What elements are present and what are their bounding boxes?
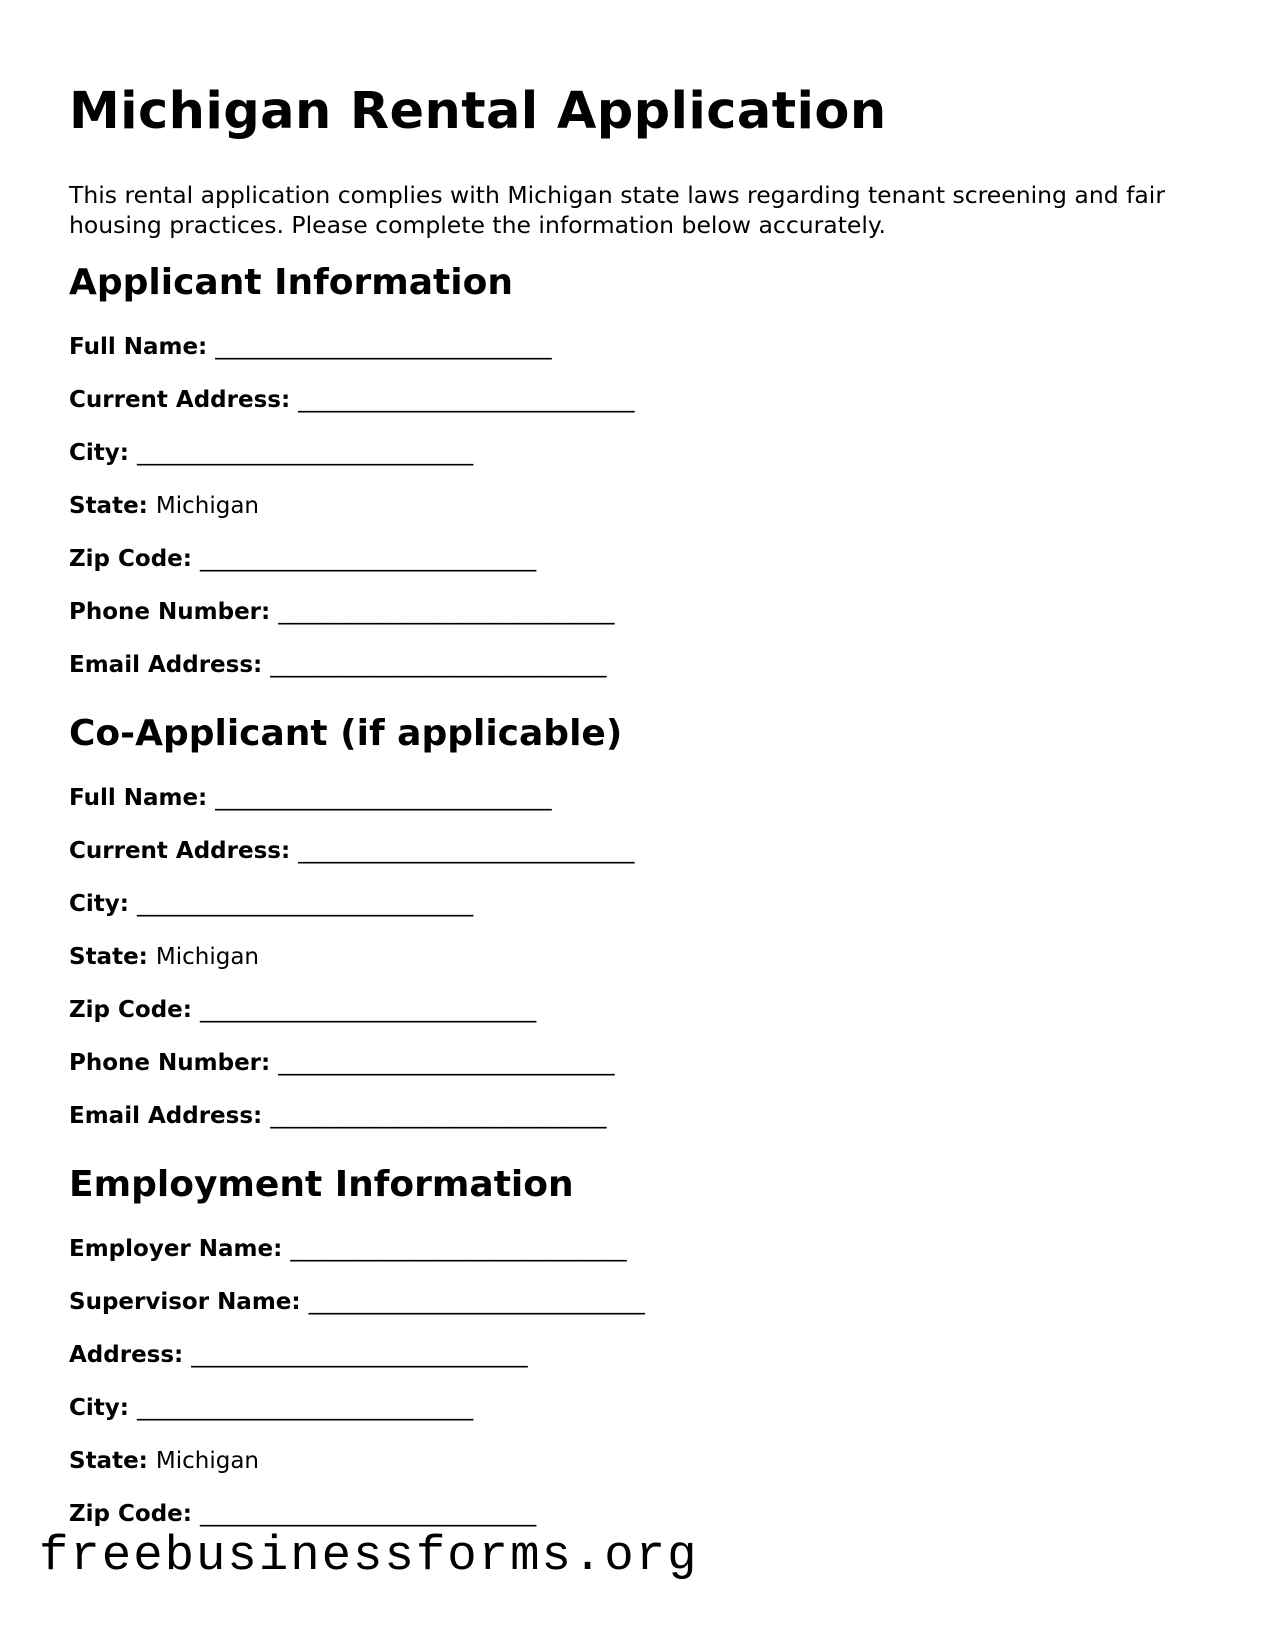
applicant-state-field xyxy=(69,491,259,521)
applicant-current-address-field[interactable] xyxy=(69,385,634,415)
field-label: City: xyxy=(69,1395,137,1421)
fill-in-line[interactable]: ______________________________ xyxy=(270,652,607,678)
state-value: Michigan xyxy=(155,493,260,519)
fill-in-line[interactable]: ______________________________ xyxy=(270,1103,607,1129)
fill-in-line[interactable]: ______________________________ xyxy=(215,334,552,360)
field-label: Current Address: xyxy=(69,387,299,413)
field-label: Zip Code: xyxy=(69,1501,200,1527)
state-value: Michigan xyxy=(155,1448,260,1474)
fill-in-line[interactable]: ______________________________ xyxy=(199,1501,536,1527)
applicant-section-heading: Applicant Information xyxy=(69,262,513,303)
watermark: freebusinessforms.org xyxy=(39,1528,699,1584)
employer-address-field[interactable] xyxy=(69,1340,527,1370)
field-label: City: xyxy=(69,891,137,917)
fill-in-line[interactable]: ______________________________ xyxy=(191,1342,528,1368)
intro-paragraph: This rental application complies with Michigan state laws regarding tenant screening and fair housing practices. Please complete the information below accurately. xyxy=(69,181,1165,239)
employer-name-field[interactable] xyxy=(69,1234,626,1264)
fill-in-line[interactable]: ______________________________ xyxy=(215,785,552,811)
field-label: Employer Name: xyxy=(69,1236,291,1262)
fill-in-line[interactable]: ______________________________ xyxy=(308,1289,645,1315)
field-label: Email Address: xyxy=(69,652,271,678)
co-applicant-zip-code-field[interactable] xyxy=(69,995,536,1025)
field-label: Full Name: xyxy=(69,334,216,360)
field-label: Zip Code: xyxy=(69,546,200,572)
state-value: Michigan xyxy=(155,944,260,970)
fill-in-line[interactable]: ______________________________ xyxy=(298,838,635,864)
applicant-email-address-field[interactable] xyxy=(69,650,606,680)
employer-city-field[interactable] xyxy=(69,1393,473,1423)
fill-in-line[interactable]: ______________________________ xyxy=(278,599,615,625)
co-applicant-full-name-field[interactable] xyxy=(69,783,551,813)
employer-state-field xyxy=(69,1446,259,1476)
applicant-zip-code-field[interactable] xyxy=(69,544,536,574)
co-applicant-email-address-field[interactable] xyxy=(69,1101,606,1131)
co-applicant-city-field[interactable] xyxy=(69,889,473,919)
fill-in-line[interactable]: ______________________________ xyxy=(136,440,473,466)
co-applicant-section-heading: Co-Applicant (if applicable) xyxy=(69,713,623,754)
fill-in-line[interactable]: ______________________________ xyxy=(278,1050,615,1076)
field-label: State: xyxy=(69,944,156,970)
field-label: State: xyxy=(69,1448,156,1474)
field-label: Address: xyxy=(69,1342,192,1368)
fill-in-line[interactable]: ______________________________ xyxy=(136,1395,473,1421)
field-label: Full Name: xyxy=(69,785,216,811)
fill-in-line[interactable]: ______________________________ xyxy=(290,1236,627,1262)
fill-in-line[interactable]: ______________________________ xyxy=(199,546,536,572)
applicant-city-field[interactable] xyxy=(69,438,473,468)
page-title: Michigan Rental Application xyxy=(69,82,887,141)
field-label: Phone Number: xyxy=(69,1050,279,1076)
field-label: Current Address: xyxy=(69,838,299,864)
applicant-full-name-field[interactable] xyxy=(69,332,551,362)
employer-zip-code-field[interactable] xyxy=(69,1499,536,1529)
supervisor-name-field[interactable] xyxy=(69,1287,645,1317)
co-applicant-current-address-field[interactable] xyxy=(69,836,634,866)
co-applicant-phone-number-field[interactable] xyxy=(69,1048,614,1078)
fill-in-line[interactable]: ______________________________ xyxy=(298,387,635,413)
applicant-phone-number-field[interactable] xyxy=(69,597,614,627)
field-label: Zip Code: xyxy=(69,997,200,1023)
field-label: Supervisor Name: xyxy=(69,1289,309,1315)
fill-in-line[interactable]: ______________________________ xyxy=(136,891,473,917)
co-applicant-state-field xyxy=(69,942,259,972)
field-label: State: xyxy=(69,493,156,519)
employment-section-heading: Employment Information xyxy=(69,1164,574,1205)
fill-in-line[interactable]: ______________________________ xyxy=(199,997,536,1023)
field-label: Phone Number: xyxy=(69,599,279,625)
field-label: Email Address: xyxy=(69,1103,271,1129)
field-label: City: xyxy=(69,440,137,466)
